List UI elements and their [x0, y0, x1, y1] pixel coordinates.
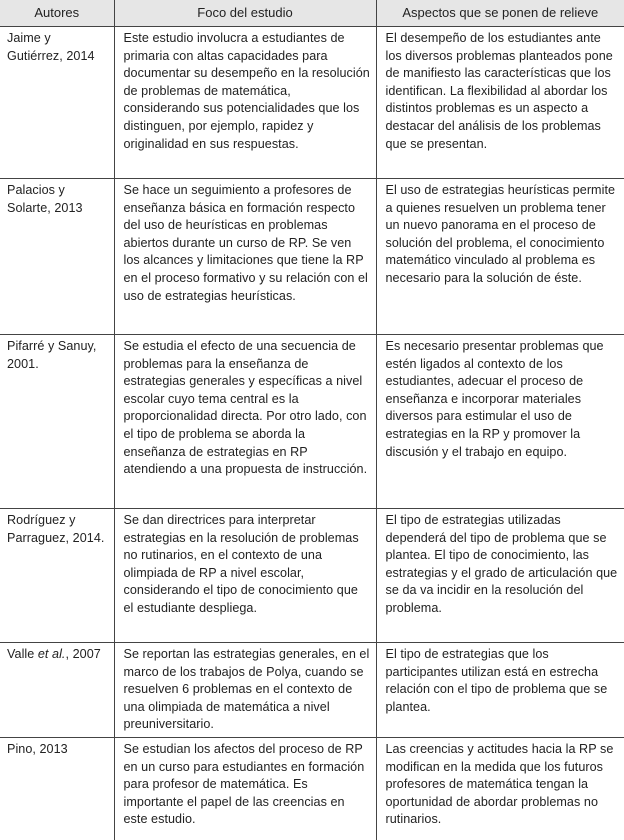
focus-cell: Este estudio involucra a estudiantes de primaria con altas capacidades para documentar su desempeño en la resolución de problemas de matemática, considerando sus potencialidades que los distinguen, por ejemplo, rapidez y originalidad en sus respuestas.: [114, 27, 376, 179]
author-cell: Palacios y Solarte, 2013: [0, 179, 114, 335]
author-cell: [0, 643, 114, 738]
table-row: [0, 27, 624, 179]
header-row: [0, 0, 624, 27]
author-year: , 2007: [65, 647, 101, 661]
aspects-cell: Es necesario presentar problemas que estén ligados al contexto de los estudiantes, adecuar el proceso de enseñanza e incorporar materiales diversos para estimular el uso de estrategias en la RP y promover la discusión y el trabajo en equipo.: [376, 335, 624, 509]
author-cell: Jaime y Gutiérrez, 2014: [0, 27, 114, 179]
author-cell: Pifarré y Sanuy, 2001.: [0, 335, 114, 509]
focus-cell: Se dan directrices para interpretar estrategias en la resolución de problemas no rutinarios, en el contexto de una olimpiada de RP a nivel escolar, considerando el tipo de conocimiento que el estudiante despliega.: [114, 509, 376, 643]
table-row: [0, 643, 624, 738]
focus-cell: Se reportan las estrategias generales, en el marco de los trabajos de Polya, cuando se resuelven 6 problemas en el contexto de una olimpiada de matemática a nivel preuniversitario.: [114, 643, 376, 738]
table-row: [0, 509, 624, 643]
aspects-cell: El tipo de estrategias utilizadas dependerá del tipo de problema que se plantea. El tipo de conocimiento, las estrategias y el grado de articulación que se da va incidir en la resolución del problema.: [376, 509, 624, 643]
author-et-al: et al.: [37, 647, 66, 661]
table-row: [0, 738, 624, 840]
aspects-cell: El uso de estrategias heurísticas permite a quienes resuelven un problema tener un nuevo panorama en el proceso de solución del problema, el conocimiento matemático vinculado al problema es necesario para la solución de éste.: [376, 179, 624, 335]
header-aspectos: Aspectos que se ponen de relieve: [376, 0, 624, 27]
focus-cell: Se hace un seguimiento a profesores de enseñanza básica en formación respecto del uso de heurísticas en problemas abiertos durante un curso de RP. Se ven los alcances y limitaciones que tiene la RP en el proceso formativo y su relación con el uso de estrategias heurísticas.: [114, 179, 376, 335]
focus-cell: Se estudia el efecto de una secuencia de problemas para la enseñanza de estrategias generales y específicas a nivel escolar cuyo tema central es la proporcionalidad directa. Por otro lado, con el tipo de problema se aborda la enseñanza de estrategias en RP atendiendo a una propuesta de instrucción.: [114, 335, 376, 509]
aspects-cell: El desempeño de los estudiantes ante los diversos problemas planteados pone de manifiesto las características que los identifican. La flexibilidad al abordar los distintos problemas es un aspecto a destacar del análisis de los problemas que se presentan.: [376, 27, 624, 179]
author-name: Valle: [7, 647, 38, 661]
aspects-cell: Las creencias y actitudes hacia la RP se modifican en la medida que los futuros profesores de matemática tengan la oportunidad de abordar problemas no rutinarios.: [376, 738, 624, 840]
focus-cell: Se estudian los afectos del proceso de RP en un curso para estudiantes en formación para profesor de matemática. Es importante el papel de las creencias en este estudio.: [114, 738, 376, 840]
header-autores: Autores: [0, 0, 114, 27]
table-row: [0, 179, 624, 335]
aspects-cell: El tipo de estrategias que los participantes utilizan está en estrecha relación con el tipo de problema que se plantea.: [376, 643, 624, 738]
author-cell: Rodríguez y Parraguez, 2014.: [0, 509, 114, 643]
author-cell: Pino, 2013: [0, 738, 114, 840]
table-row: [0, 335, 624, 509]
header-foco-del-estudio: Foco del estudio: [114, 0, 376, 27]
